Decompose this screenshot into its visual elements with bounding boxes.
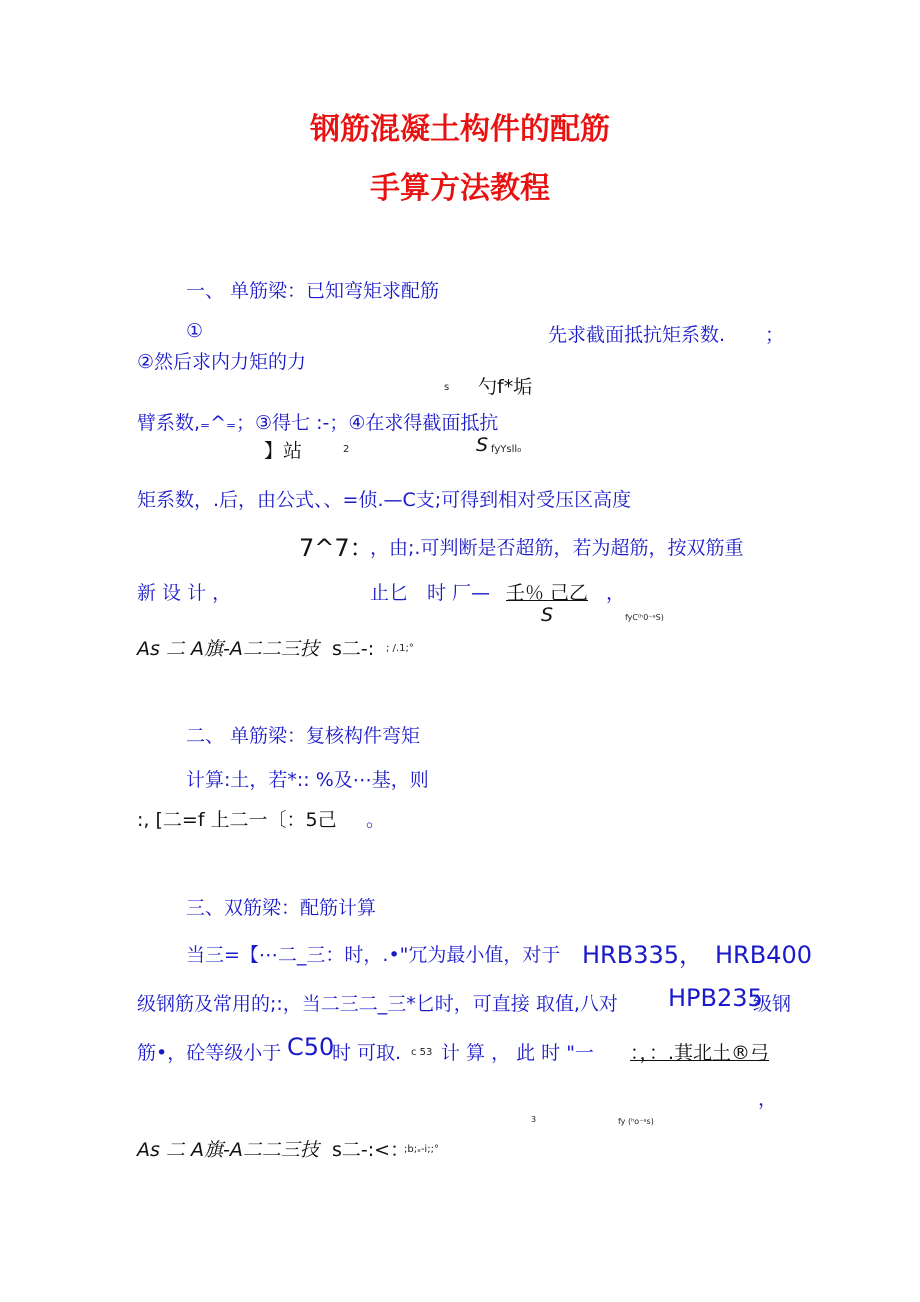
document-title-line-2: 手算方法教程	[370, 171, 550, 206]
formula-2a: 】站	[264, 440, 303, 462]
section-3-comma: ，	[758, 1088, 778, 1110]
concrete-grade: C50	[287, 1033, 335, 1061]
step-1-end: ；	[765, 324, 785, 346]
step-4-text: 矩系数，.后，由公式、、=侦.—C支;可得到相对受压区高度	[137, 489, 632, 511]
formula-as-1: As 二 A旗-A二二三技	[137, 638, 319, 660]
section-2-heading: 二、 单筋梁：复核构件弯矩	[186, 725, 421, 747]
formula-2d: fyYsll₀	[491, 444, 522, 455]
formula-2c: S	[476, 434, 489, 456]
redesign-text: 新 设 计 ，	[137, 582, 232, 604]
formula-4-den-a: 3	[531, 1115, 537, 1124]
formula-as-1c: ; /.1;°	[386, 643, 414, 654]
section-3-line-3: 筋•，砼等级小于	[137, 1042, 282, 1064]
formula-as-2: As 二 A旗-A二二三技	[137, 1139, 319, 1161]
formula-3-denominator-s: S	[541, 604, 554, 626]
section-3-line-2: 级钢筋及常用的;:，当二三二_三*匕时，可直接 取值,八对	[137, 993, 618, 1015]
formula-1: 勺f*垢	[478, 376, 533, 398]
section-3-line-1: 当三=【⋯二_三：时，.•"冗为最小值，对于	[186, 944, 561, 966]
section-3-line-3b: 时 可取.	[332, 1042, 402, 1064]
formula-4-den-b: fy (ʰo⁻ᵃs)	[618, 1117, 654, 1126]
formula-as-2c: ;b;ₛ-i;;°	[404, 1144, 439, 1155]
section-3-line-2-end: 级钢	[753, 993, 792, 1015]
section-2-calc: 计算:土，若*:: %及⋯基，则	[186, 769, 429, 791]
formula-as-2b: s二-:<：	[332, 1139, 410, 1161]
step-1-marker: ①	[186, 320, 204, 342]
document-title-line-1: 钢筋混凝土构件的配筋	[310, 112, 610, 147]
section-3-line-3c: 计 算 ， 此 时 "一	[441, 1042, 594, 1064]
formula-1-sub: s	[444, 382, 450, 393]
formula-4-numerator: ：，：.萁北土®弓	[630, 1042, 770, 1064]
step-5-text: ，由;.可判断是否超筋，若为超筋，按双筋重	[370, 537, 744, 559]
formula-3-end: ，	[606, 582, 626, 604]
step-2-text: ②然后求内力矩的力	[137, 351, 307, 373]
step-1-text: 先求截面抵抗矩系数.	[548, 324, 726, 346]
steel-grade-hpb235: HPB235	[668, 984, 763, 1012]
formula-3-numerator: 壬％ 己乙	[506, 582, 589, 604]
section-3-subscript: c 53	[411, 1047, 433, 1058]
section-3-heading: 三、双筋梁：配筋计算	[186, 897, 377, 919]
formula-xi: 7^7：	[299, 534, 374, 562]
formula-2b: 2	[343, 444, 350, 455]
section-1-heading: 一、 单筋梁：已知弯矩求配筋	[186, 280, 440, 302]
formula-3-lead: 止匕 时 厂—	[370, 582, 491, 604]
step-3-text: 臂系数,₌^₌；③得七 :-；④在求得截面抵抗	[137, 412, 499, 434]
formula-3-denominator: fyC⁽ʰ0⁻ᵃS)	[625, 613, 664, 622]
section-2-formula: :, [二=f 上二一〔：5己	[137, 809, 337, 831]
steel-grades-1: HRB335， HRB400	[582, 941, 812, 969]
formula-as-1b: s二-:	[332, 638, 375, 660]
section-2-end: 。	[366, 809, 386, 831]
